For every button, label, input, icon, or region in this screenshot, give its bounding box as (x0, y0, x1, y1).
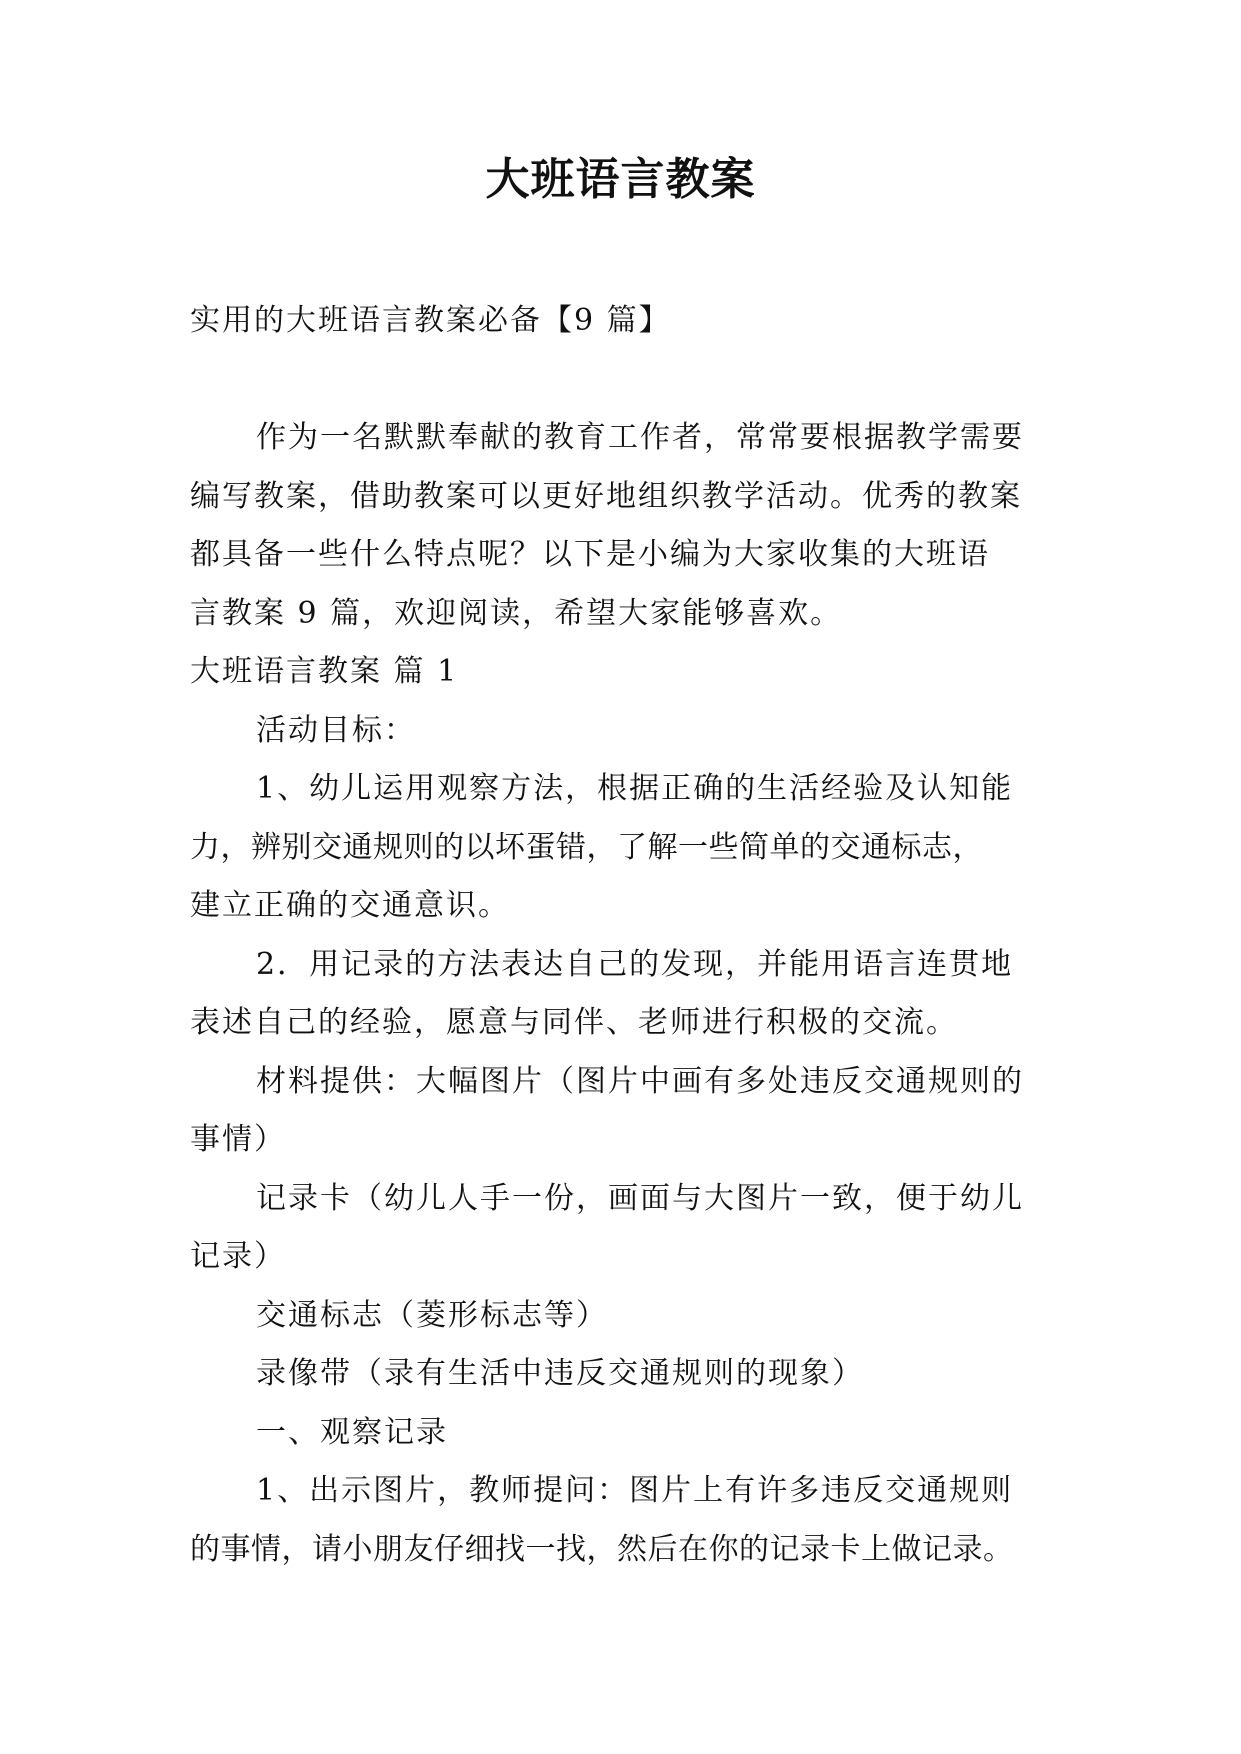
paragraph-line: 活动目标： (256, 712, 416, 748)
paragraph-line: 的事情，请小朋友仔细找一找，然后在你的记录卡上做记录。 (190, 1531, 1014, 1567)
document-body (190, 292, 1065, 1579)
paragraph-line: 交通标志（菱形标志等） (256, 1297, 608, 1333)
paragraph-line: 言教案 9 篇，欢迎阅读，希望大家能够喜欢。 (190, 595, 843, 631)
paragraph-line: 作为一名默默奉献的教育工作者，常常要根据教学需要 (256, 420, 1024, 455)
paragraph-line: 材料提供：大幅图片（图片中画有多处违反交通规则的 (256, 1063, 1024, 1099)
paragraph-line: 力，辨别交通规则的以坏蛋错，了解一些简单的交通标志， (190, 829, 983, 865)
paragraph-line: 表述自己的经验，愿意与同伴、老师进行积极的交流。 (190, 1005, 958, 1040)
subtitle: 实用的大班语言教案必备【9 篇】 (190, 303, 671, 338)
document-title: 大班语言教案 (485, 154, 756, 205)
section-heading: 大班语言教案 篇 1 (190, 654, 459, 689)
paragraph-line: 1、幼儿运用观察方法，根据正确的生活经验及认知能 (256, 771, 1014, 806)
paragraph-line: 记录） (190, 1239, 286, 1274)
paragraph-line: 录像带（录有生活中违反交通规则的现象） (256, 1356, 864, 1391)
paragraph-spacer (190, 351, 1065, 410)
paragraph-line: 1、出示图片，教师提问：图片上有许多违反交通规则 (256, 1473, 1014, 1508)
paragraph-line: 记录卡（幼儿人手一份，画面与大图片一致，便于幼儿 (256, 1180, 1024, 1216)
paragraph-line: 建立正确的交通意识。 (190, 888, 510, 923)
paragraph-line: 2．用记录的方法表达自己的发现，并能用语言连贯地 (256, 946, 1014, 982)
paragraph-line: 都具备一些什么特点呢？以下是小编为大家收集的大班语 (190, 537, 990, 572)
paragraph-line: 事情） (190, 1122, 286, 1157)
paragraph-line: 一、观察记录 (256, 1414, 448, 1450)
paragraph-line: 编写教案，借助教案可以更好地组织教学活动。优秀的教案 (190, 478, 1022, 514)
